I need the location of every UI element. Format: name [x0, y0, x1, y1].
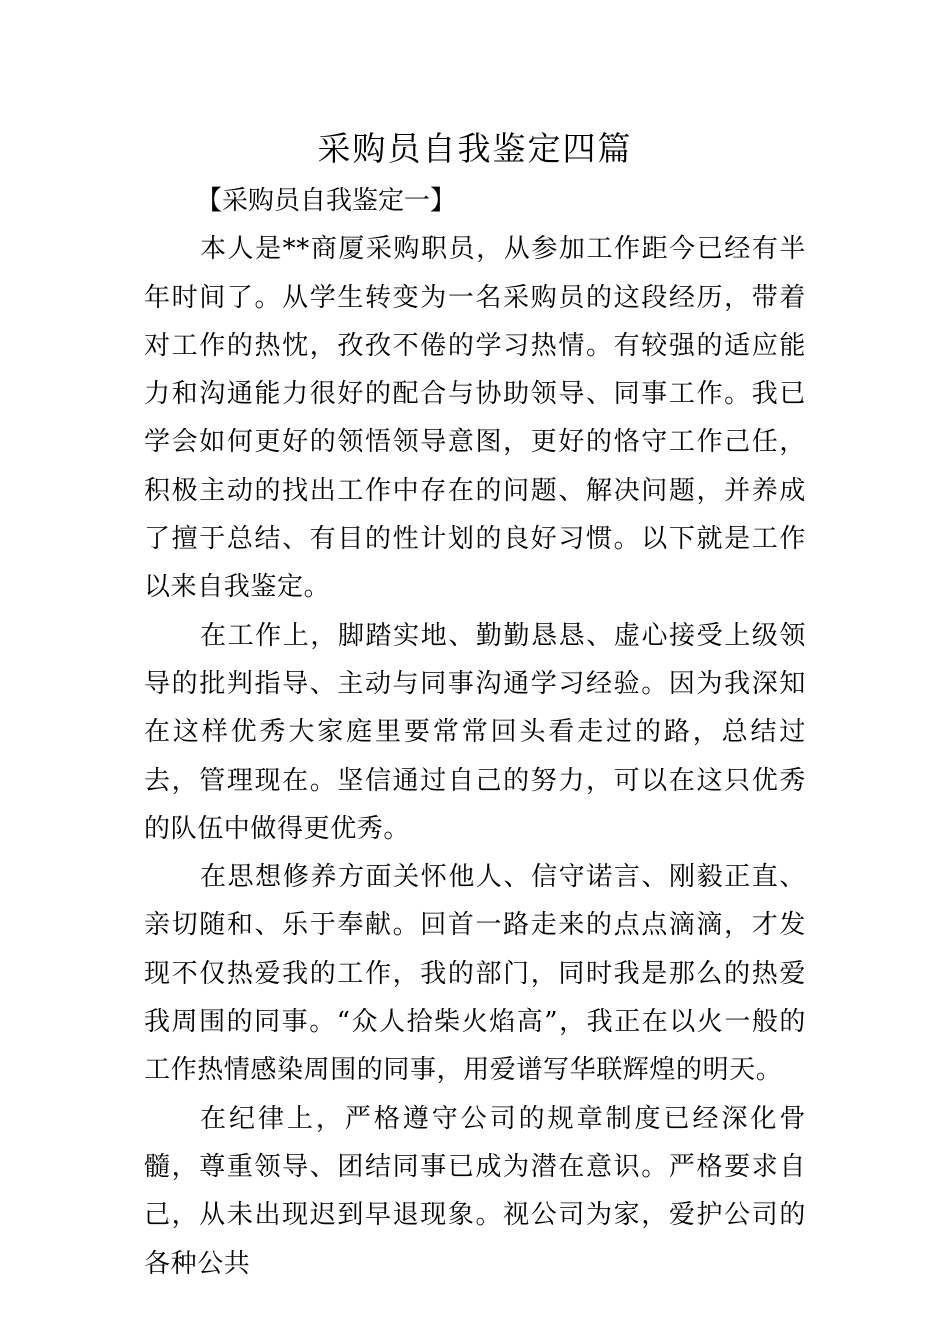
paragraph-work: 在工作上，脚踏实地、勤勤恳恳、虚心接受上级领导的批判指导、主动与同事沟通学习经验。因为我深知在这样优秀大家庭里要常常回头看走过的路，总结过去，管理现在。坚信通过自己的努力，可以在这只优秀的队伍中做得更优秀。	[144, 620, 806, 844]
paragraph-intro: 本人是**商厦采购职员，从参加工作距今已经有半年时间了。从学生转变为一名采购员的这段经历，带着对工作的热忱，孜孜不倦的学习热情。有较强的适应能力和沟通能力很好的配合与协助领导、同事工作。我已学会如何更好的领悟领导意图，更好的恪守工作己任，积极主动的找出工作中存在的问题、解决问题，并养成了擅于总结、有目的性计划的良好习惯。以下就是工作以来自我鉴定。	[144, 234, 806, 603]
section-heading: 【采购员自我鉴定一】	[196, 186, 457, 216]
document-body	[144, 177, 806, 1288]
paragraph-discipline: 在纪律上，严格遵守公司的规章制度已经深化骨髓，尊重领导、团结同事已成为潜在意识。严格要求自己，从未出现迟到早退现象。视公司为家，爱护公司的各种公共	[144, 1103, 806, 1279]
document-title: 采购员自我鉴定四篇	[317, 129, 633, 168]
paragraph-ideology: 在思想修养方面关怀他人、信守诺言、刚毅正直、亲切随和、乐于奉献。回首一路走来的点点滴滴，才发现不仅热爱我的工作，我的部门，同时我是那么的热爱我周围的同事。“众人拾柴火焰高”，我正在以火一般的工作热情感染周围的同事，用爱谱写华联辉煌的明天。	[144, 862, 806, 1086]
